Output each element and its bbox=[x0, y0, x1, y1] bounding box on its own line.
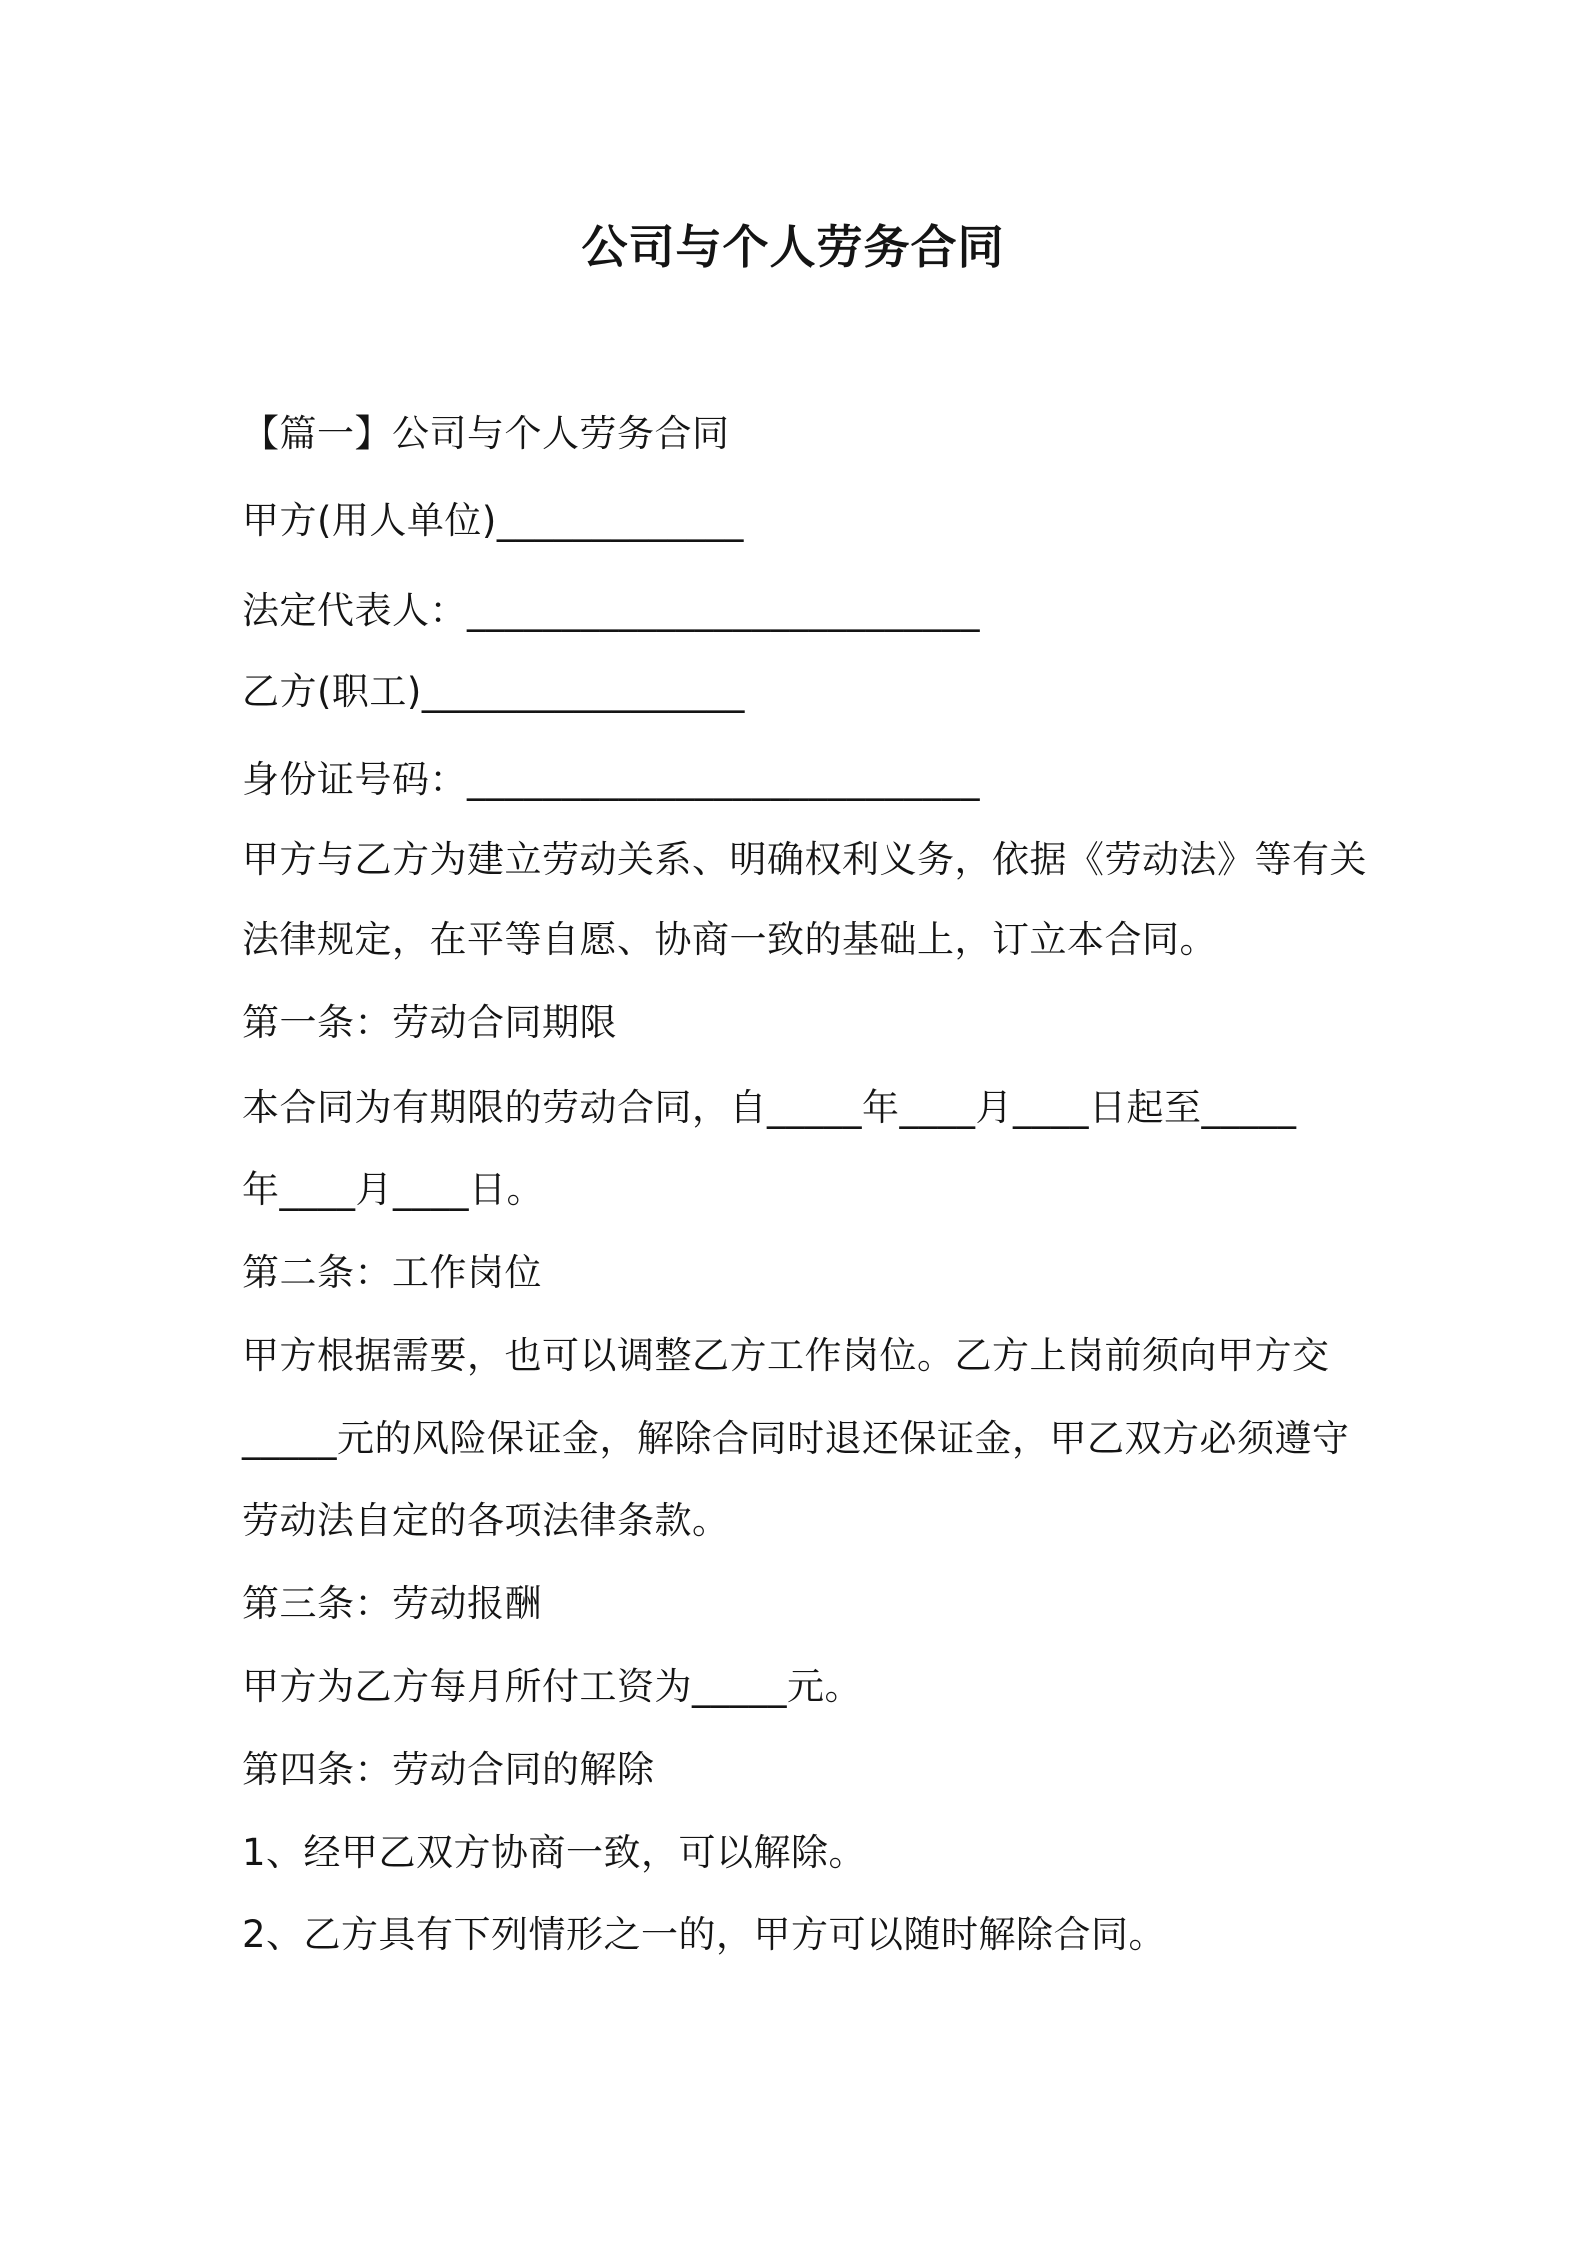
paragraph-line: 劳动法自定的各项法律条款。 bbox=[242, 1499, 730, 1542]
paragraph-line: 本合同为有期限的劳动合同，自_____年____月____日起至_____ bbox=[242, 1086, 1297, 1129]
paragraph-line: 甲方与乙方为建立劳动关系、明确权利义务，依据《劳动法》等有关 bbox=[242, 838, 1367, 881]
party-b-line: 乙方(职工)_________________ bbox=[242, 670, 745, 713]
paragraph-line: 年____月____日。 bbox=[242, 1168, 544, 1211]
article-heading: 第一条：劳动合同期限 bbox=[242, 1001, 617, 1044]
article-heading: 第二条：工作岗位 bbox=[242, 1251, 542, 1294]
party-a-line: 甲方(用人单位)_____________ bbox=[242, 499, 744, 542]
article-heading: 第三条：劳动报酬 bbox=[242, 1582, 542, 1625]
paragraph-line: 法律规定，在平等自愿、协商一致的基础上，订立本合同。 bbox=[242, 918, 1217, 961]
article-heading: 第四条：劳动合同的解除 bbox=[242, 1748, 655, 1791]
legal-representative-line: 法定代表人：___________________________ bbox=[242, 589, 980, 632]
section-heading: 【篇一】公司与个人劳务合同 bbox=[242, 412, 730, 455]
list-item: 2、乙方具有下列情形之一的，甲方可以随时解除合同。 bbox=[242, 1913, 1167, 1956]
paragraph-line: 甲方根据需要，也可以调整乙方工作岗位。乙方上岗前须向甲方交 bbox=[242, 1334, 1330, 1377]
list-item: 1、经甲乙双方协商一致，可以解除。 bbox=[242, 1831, 867, 1874]
paragraph-line: _____元的风险保证金，解除合同时退还保证金，甲乙双方必须遵守 bbox=[242, 1417, 1350, 1460]
paragraph-line: 甲方为乙方每月所付工资为_____元。 bbox=[242, 1665, 862, 1708]
document-title: 公司与个人劳务合同 bbox=[581, 220, 1005, 274]
id-number-line: 身份证号码：___________________________ bbox=[242, 758, 980, 801]
